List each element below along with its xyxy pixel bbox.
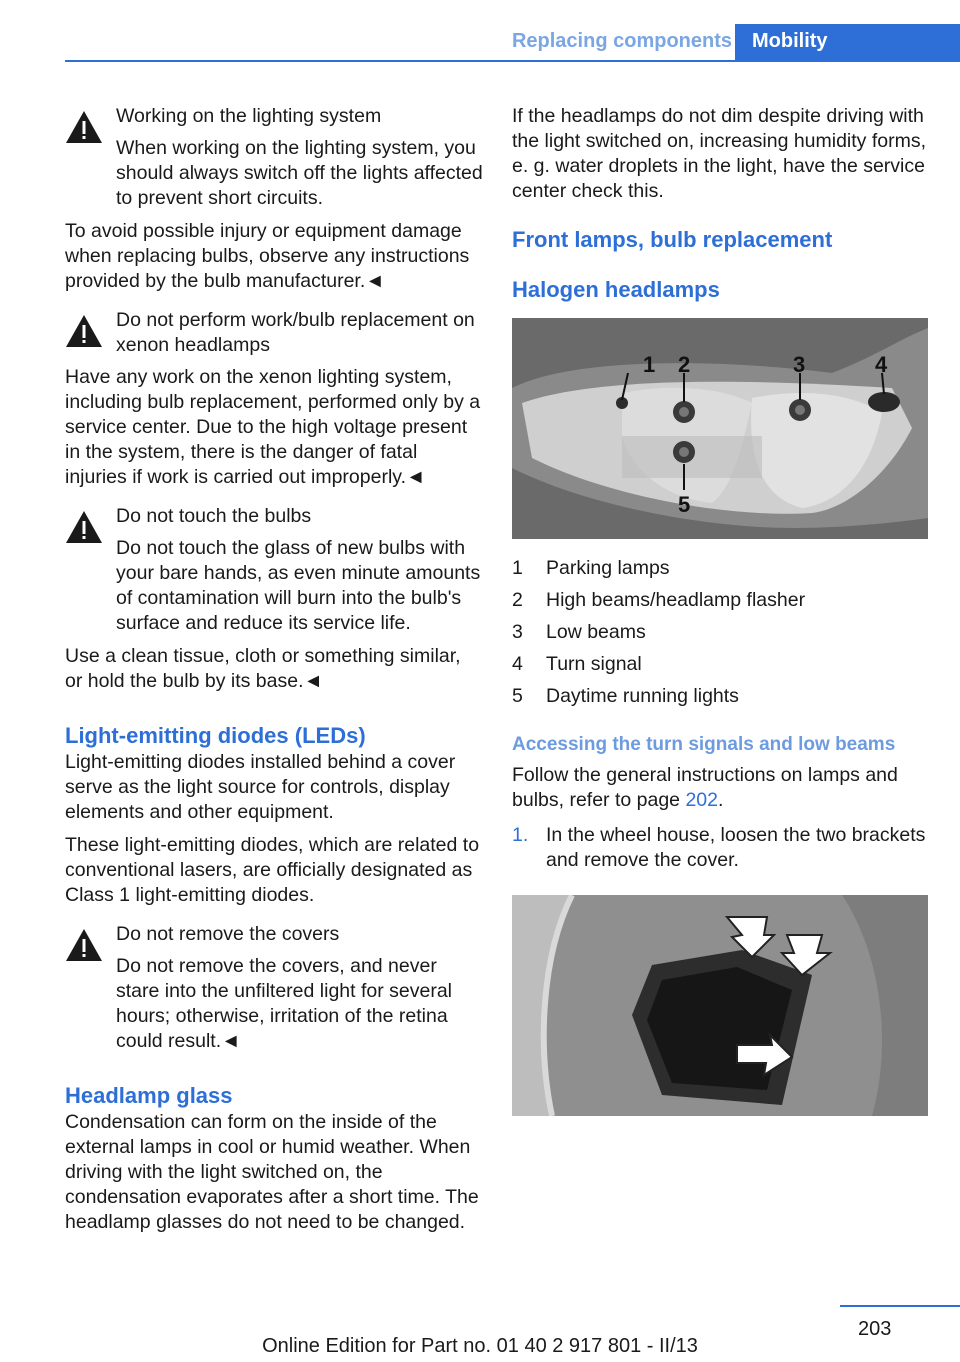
warning-title: Working on the lighting system (116, 105, 382, 127)
header-chapter-tab: Mobility (735, 24, 960, 62)
legend-label: Daytime running lights (546, 685, 739, 707)
paragraph: These light-emitting diodes, which are related to conventional lasers, are officially designated as Class 1 light-emitting diodes. (65, 834, 480, 906)
warning-icon (65, 110, 103, 144)
warning-title: Do not perform work/bulb replacement on xenon headlamps (116, 309, 475, 356)
step-text: In the wheel house, loosen the two brackets and remove the cover. (546, 824, 926, 871)
section-heading-halogen: Halogen headlamps (512, 277, 720, 302)
section-heading-headlamp-glass: Headlamp glass (65, 1083, 233, 1108)
section-heading-front-lamps: Front lamps, bulb replacement (512, 227, 833, 252)
paragraph: Use a clean tissue, cloth or something similar, or hold the bulb by its base.◄ (65, 645, 461, 692)
warning-text-body: Do not touch the glass of new bulbs with your bare hands, as even minute amounts of contamination will burn into the bulb's surface and reduce its service life. (116, 537, 481, 634)
legend-label: High beams/headlamp flasher (546, 589, 806, 611)
legend-label: Turn signal (546, 653, 642, 675)
figure-label-4: 4 (875, 352, 888, 377)
legend-number: 2 (512, 589, 523, 611)
warning-icon (65, 314, 103, 348)
warning-xenon (65, 308, 483, 490)
footer-edition: Online Edition for Part no. 01 40 2 917 801 - II/13 (262, 1335, 698, 1357)
step-number: 1. (512, 824, 529, 846)
paragraph-punctuation: . (718, 789, 724, 811)
paragraph: Have any work on the xenon lighting system, including bulb replacement, performed only by a service center. Due to the high voltage present in the system, there is the danger of fatal injuries if work is carried out improperly.◄ (65, 366, 481, 488)
legend-item (512, 552, 930, 584)
warning-covers (65, 922, 483, 1054)
figure-label-2: 2 (678, 352, 691, 377)
wheel-house-figure (512, 895, 928, 1116)
warning-text-body: When working on the lighting system, you should always switch off the lights affected to prevent short circuits. (116, 137, 483, 209)
figure-label-3: 3 (793, 352, 806, 377)
headlamp-figure (512, 318, 928, 539)
figure-legend (512, 552, 930, 712)
paragraph (512, 763, 930, 813)
headlamp-illustration (512, 318, 928, 539)
warning-title: Do not touch the bulbs (116, 505, 312, 527)
header-rule (65, 60, 960, 62)
paragraph: To avoid possible injury or equipment damage when replacing bulbs, observe any instructions provided by the bulb manufacturer.◄ (65, 220, 470, 292)
legend-number: 3 (512, 621, 523, 643)
legend-label: Low beams (546, 621, 646, 643)
warning-title: Do not remove the covers (116, 923, 340, 945)
left-column (65, 104, 483, 1243)
subheading-accessing: Accessing the turn signals and low beams (512, 734, 896, 755)
paragraph: Light-emitting diodes installed behind a cover serve as the light source for controls, display elements and other equipment. (65, 751, 456, 823)
legend-item (512, 648, 930, 680)
legend-number: 4 (512, 653, 523, 675)
warning-lighting-system (65, 104, 483, 211)
legend-item (512, 616, 930, 648)
warning-text (65, 954, 483, 1054)
warning-text-body: Do not remove the covers, and never stare into the unfiltered light for several hours; otherwise, irritation of the retina could result.◄ (116, 955, 453, 1052)
warning-text (65, 136, 483, 211)
page-header (65, 24, 960, 62)
legend-item (512, 584, 930, 616)
page-number: 203 (858, 1318, 892, 1340)
warning-bulbs (65, 504, 483, 636)
legend-number: 5 (512, 685, 523, 707)
paragraph: Condensation can form on the inside of the external lamps in cool or humid weather. When driving with the light switched on, the condensation evaporates after a short time. The headlamp glasses do not need to be changed. (65, 1111, 479, 1233)
warning-text (65, 536, 483, 636)
figure-label-5: 5 (678, 492, 691, 517)
page-reference-link[interactable]: 202 (685, 789, 718, 811)
warning-icon (65, 510, 103, 544)
figure-label-1: 1 (643, 352, 656, 377)
legend-item (512, 680, 930, 712)
header-section-title: Replacing components (511, 30, 732, 52)
right-column (512, 104, 930, 1116)
wheel-house-illustration (512, 895, 928, 1116)
legend-number: 1 (512, 557, 523, 579)
warning-icon (65, 928, 103, 962)
footer-rule (840, 1305, 960, 1307)
legend-label: Parking lamps (546, 557, 670, 579)
instruction-step (512, 823, 930, 873)
section-heading-leds: Light-emitting diodes (LEDs) (65, 723, 366, 748)
paragraph: If the headlamps do not dim despite driving with the light switched on, increasing humidity forms, e. g. water droplets in the light, have the service center check this. (512, 105, 927, 202)
paragraph-text: Follow the general instructions on lamps and bulbs, refer to page (512, 764, 898, 811)
